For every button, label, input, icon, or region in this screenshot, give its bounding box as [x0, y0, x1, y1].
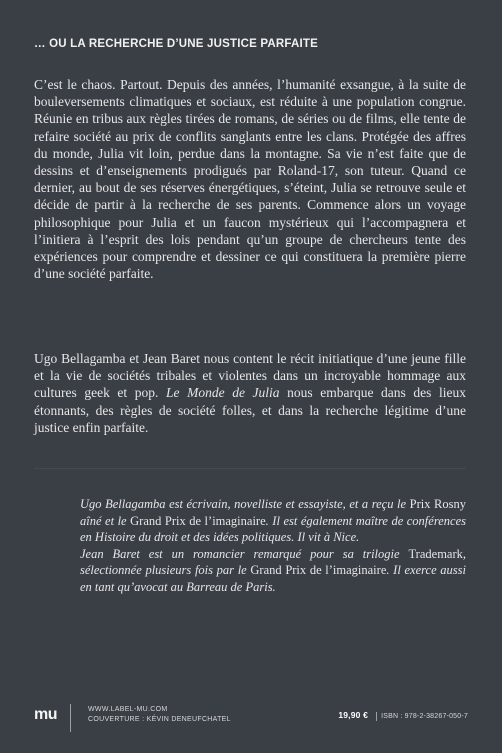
tagline-heading: … OU LA RECHERCHE D’UNE JUSTICE PARFAITE	[34, 38, 319, 50]
bio-ugo-part2: aîné et le	[80, 513, 131, 528]
price-isbn	[338, 710, 468, 721]
review-paragraph	[34, 350, 466, 436]
website-link[interactable]: WWW.LABEL-MU.COM	[88, 706, 168, 713]
review-text-end: nous embarque dans des lieux étonnants, des règles de société folles, et dans la recherche légitime d’une justice enfin parfaite.	[34, 385, 466, 435]
isbn: ISBN : 978-2-38267-050-7	[381, 713, 468, 720]
synopsis-paragraph: C’est le chaos. Partout. Depuis des années, l’humanité exsangue, à la suite de bouleversements climatiques et sociaux, est réduite à une population congrue. Réunie en tribus aux règles tirées de romans, de séries ou de films, elle tente de refaire société au prix de conflits sanglants entre les clans. Protégée des affres du monde, Julia vit loin, perdue dans la montagne. Sa vie n’est faite que de dessins et d’enseignements prodigués par Roland-17, son tuteur. Quand ce dernier, au bout de ses réserves énergétiques, s’éteint, Julia se retrouve seule et décide de partir à la recherche de ses parents. Commence alors un voyage philosophique pour Julia et un faucon mystérieux qui l’accompagnera et l’initiera à l’esprit des lois pendant qu’un groupe de chercheurs tente des expériences pour comprendre et dessiner ce qui constituera la première pierre d’une société parfaite.	[34, 77, 466, 282]
bio-jean-trilogy: Trademark	[408, 546, 463, 561]
bio-ugo-part3: . Il est également maître de conférences en Histoire du droit et des idées politiques. Il vit à Nice.	[80, 513, 466, 545]
price-divider	[376, 712, 377, 721]
price: 19,90 €	[338, 710, 369, 720]
author-bios	[80, 496, 466, 596]
footer	[0, 696, 502, 753]
cover-credit: COUVERTURE : KÉVIN DENEUFCHATEL	[88, 716, 231, 723]
bio-ugo-part1: Ugo Bellagamba est écrivain, novelliste et essayiste, et a reçu le	[80, 497, 410, 511]
review-text-start: Ugo Bellagamba et Jean Baret nous content le récit initiatique d’une jeune fille et la vie de sociétés tribales et violentes dans un incroyable hommage aux cultures geek et pop.	[34, 351, 466, 401]
bio-jean-award: Grand Prix de l’imaginaire	[250, 563, 387, 578]
bio-ugo-award2: Grand Prix de l’imaginaire	[130, 513, 266, 528]
publisher-logo: mu	[34, 706, 57, 723]
bio-jean-part3: . Il exerce aussi en tant qu’avocat au Barreau de Paris.	[80, 563, 466, 594]
section-divider	[34, 468, 466, 469]
credits	[88, 705, 231, 725]
bio-jean-part1: Jean Baret est un romancier remarqué pour sa trilogie	[80, 546, 409, 561]
book-title: Le Monde de Julia	[166, 385, 280, 401]
logo-divider	[70, 704, 71, 732]
bio-ugo-award1: Prix Rosny	[409, 497, 466, 511]
bio-jean-part2: , sélectionnée plusieurs fois par le	[80, 546, 466, 578]
